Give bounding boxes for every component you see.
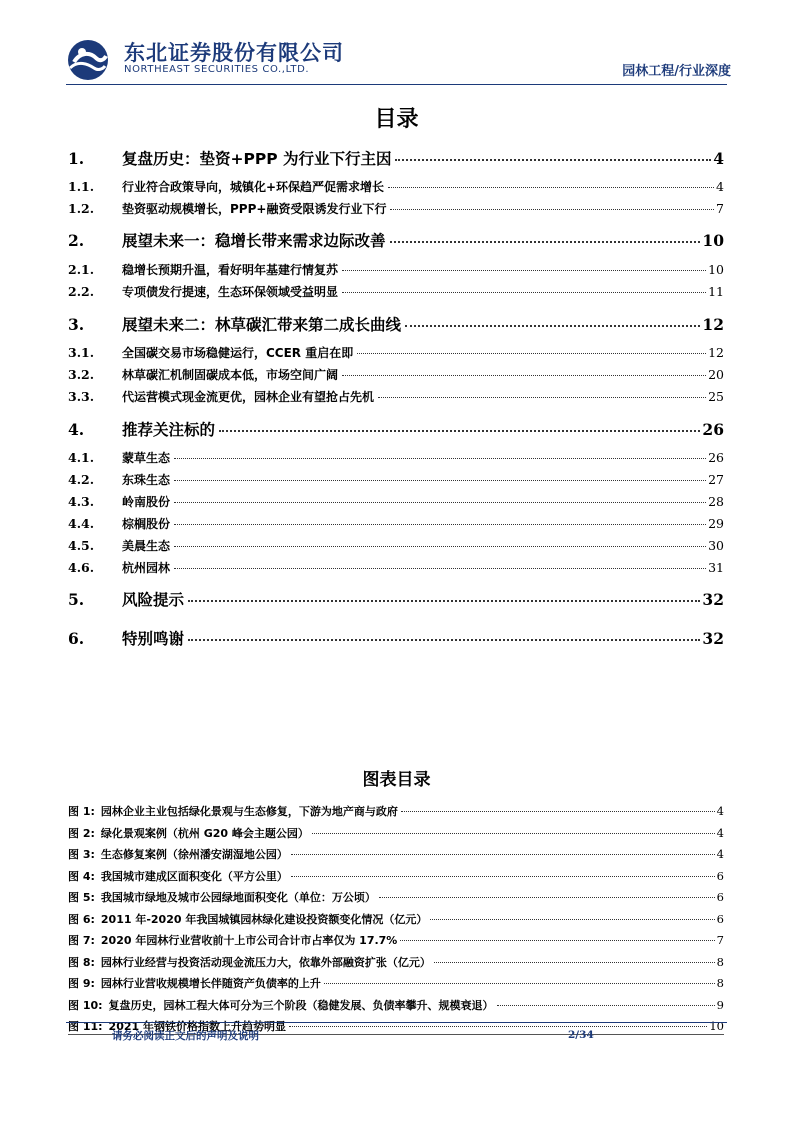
toc-leader-dots — [174, 480, 706, 481]
toc-entry-page: 25 — [708, 389, 724, 404]
toc-entry-title: 展望未来二：林草碳汇带来第二成长曲线 — [122, 316, 402, 334]
toc-entry[interactable] — [68, 344, 724, 361]
figure-entry-page: 8 — [716, 976, 724, 990]
footer-disclaimer: 请务必阅读正文后的声明及说明 — [112, 1030, 259, 1042]
toc-entry-title: 稳增长预期升温，看好明年基建行情复苏 — [122, 263, 339, 277]
toc-entry-page: 31 — [708, 560, 724, 575]
figure-leader-dots — [430, 919, 714, 920]
toc-entry-title: 蒙草生态 — [122, 451, 171, 465]
page-header — [0, 0, 793, 88]
figure-leader-dots — [324, 983, 715, 984]
figure-entry-page: 9 — [716, 997, 724, 1012]
figure-leader-dots — [401, 811, 715, 812]
figure-entry-title: 我国城市建成区面积变化（平方公里） — [100, 869, 288, 883]
figure-entry[interactable] — [68, 975, 724, 991]
figure-entry-page: 6 — [716, 911, 724, 926]
figure-entry-number: 图 3: — [68, 848, 95, 861]
toc-entry-title: 复盘历史：垫资+PPP 为行业下行主因 — [122, 150, 392, 168]
figure-entry-page: 6 — [716, 890, 724, 904]
toc-entry-number: 2. — [68, 231, 85, 250]
header-divider — [66, 84, 727, 85]
toc-entry[interactable] — [68, 147, 724, 169]
figure-leader-dots — [291, 876, 715, 877]
figure-entry-title: 绿化景观案例（杭州 G20 峰会主题公园） — [100, 826, 309, 840]
figure-entry-title: 2011 年-2020 年我国城镇园林绿化建设投资额变化情况（亿元） — [100, 912, 428, 926]
figure-leader-dots — [400, 940, 714, 941]
figure-entry-title: 园林企业主业包括绿化景观与生态修复，下游为地产商与政府 — [100, 805, 398, 818]
toc-entry[interactable] — [68, 515, 724, 532]
figure-entry-page: 4 — [716, 825, 724, 840]
toc-entry-title: 美晨生态 — [122, 539, 171, 553]
toc-entry-number: 6. — [68, 629, 85, 648]
toc-entry-page: 12 — [702, 315, 724, 334]
toc-leader-dots — [342, 375, 706, 376]
figure-leader-dots — [434, 962, 715, 963]
toc-entry-page: 30 — [708, 538, 724, 553]
toc-entry-page: 10 — [702, 231, 724, 250]
toc-entry-number: 1. — [68, 149, 85, 168]
figure-entry-page: 7 — [716, 933, 724, 947]
figure-entry-number: 图 4: — [68, 869, 95, 883]
toc-leader-dots — [174, 524, 706, 525]
toc-entry-page: 28 — [708, 494, 724, 509]
figure-entry[interactable] — [68, 846, 724, 862]
toc-entry-title: 风险提示 — [122, 591, 185, 609]
toc-entry-page: 20 — [708, 367, 724, 382]
toc-entry-title: 专项债发行提速，生态环保领域受益明显 — [122, 285, 339, 299]
figure-entry-number: 图 11: — [68, 1020, 103, 1033]
company-name-cn: 东北证券股份有限公司 — [124, 41, 344, 65]
figure-entry[interactable] — [68, 868, 724, 884]
toc-entry[interactable] — [68, 261, 724, 278]
toc-entry-number: 1.1. — [68, 179, 95, 194]
toc-entry-page: 32 — [702, 629, 724, 648]
toc-entry-number: 3.3. — [68, 389, 95, 404]
toc-entry[interactable] — [68, 229, 724, 251]
toc-entry[interactable] — [68, 366, 724, 383]
toc-entry-title: 林草碳汇机制固碳成本低，市场空间广阔 — [122, 368, 339, 382]
toc-entry-number: 4.6. — [68, 560, 95, 575]
toc-entry-page: 12 — [708, 345, 724, 360]
toc-leader-dots — [174, 502, 706, 503]
toc-entry-number: 3.1. — [68, 345, 95, 360]
toc-entry-title: 行业符合政策导向，城镇化+环保趋严促需求增长 — [122, 180, 385, 194]
figure-entry[interactable] — [68, 954, 724, 970]
toc-entry-number: 4.4. — [68, 516, 95, 531]
toc-entry-title: 推荐关注标的 — [122, 421, 216, 439]
toc-entry-page: 26 — [702, 420, 724, 439]
company-logo-icon — [66, 38, 110, 82]
figure-entry-title: 2020 年园林行业营收前十上市公司合计市占率仅为 17.7% — [100, 934, 398, 947]
figure-entry-page: 4 — [716, 804, 724, 818]
toc-leader-dots — [395, 159, 711, 161]
toc-entry-title: 全国碳交易市场稳健运行，CCER 重启在即 — [122, 346, 354, 360]
toc-leader-dots — [174, 458, 706, 459]
toc-entry-page: 4 — [713, 149, 724, 168]
figure-leader-dots — [497, 1005, 715, 1006]
figure-entry-title: 园林行业营收规模增长伴随资产负债率的上升 — [100, 977, 321, 990]
toc-entry-number: 4.1. — [68, 450, 95, 465]
toc-entry[interactable] — [68, 178, 724, 195]
toc-entry-number: 1.2. — [68, 201, 95, 216]
figure-entry-page: 8 — [716, 954, 724, 969]
toc-leader-dots — [405, 325, 700, 327]
figure-entry-page: 6 — [716, 868, 724, 883]
toc-entry-title: 东珠生态 — [122, 473, 171, 487]
toc-leader-dots — [342, 270, 706, 271]
company-name-en: NORTHEAST SECURITIES CO.,LTD. — [124, 64, 310, 75]
toc-leader-dots — [378, 397, 706, 398]
toc-entry-title: 岭南股份 — [122, 495, 171, 509]
figure-leader-dots — [312, 833, 715, 834]
toc-entry-title: 展望未来一：稳增长带来需求边际改善 — [122, 232, 386, 250]
figure-entry-number: 图 9: — [68, 977, 95, 990]
toc-entry-title: 垫资驱动规模增长，PPP+融资受限诱发行业下行 — [122, 202, 387, 216]
toc-entry-number: 4.3. — [68, 494, 95, 509]
toc-entry[interactable] — [68, 313, 724, 335]
toc-entry-page: 10 — [708, 262, 724, 277]
toc-entry-number: 5. — [68, 590, 85, 609]
toc-leader-dots — [174, 546, 706, 547]
figure-entry[interactable] — [68, 932, 724, 948]
toc-entry-page: 11 — [708, 284, 724, 299]
figure-list-title: 图表目录 — [362, 770, 431, 790]
figure-leader-dots — [289, 1026, 707, 1027]
figure-entry[interactable] — [68, 889, 724, 905]
toc-title: 目录 — [374, 107, 419, 132]
page-number: 2/34 — [568, 1029, 594, 1041]
toc-entry-title: 特别鸣谢 — [122, 630, 185, 648]
toc-entry[interactable] — [68, 588, 724, 610]
figure-entry-title: 园林行业经营与投资活动现金流压力大，依靠外部融资扩张（亿元） — [100, 955, 431, 969]
toc-entry-number: 2.2. — [68, 284, 95, 299]
figure-entry-number: 图 6: — [68, 912, 95, 926]
figure-entry-number: 图 2: — [68, 826, 95, 840]
toc-entry[interactable] — [68, 627, 724, 649]
figure-leader-dots — [291, 854, 715, 855]
toc-leader-dots — [342, 292, 706, 293]
report-category: 园林工程/行业深度 — [622, 64, 731, 79]
figure-entry-number: 图 1: — [68, 805, 95, 818]
toc-entry-page: 32 — [702, 590, 724, 609]
figure-entry[interactable] — [68, 911, 724, 927]
toc-entry[interactable] — [68, 200, 724, 217]
toc-entry-number: 4.2. — [68, 472, 95, 487]
toc-entry[interactable] — [68, 283, 724, 300]
figure-entry-title: 我国城市绿地及城市公园绿地面积变化（单位：万公顷） — [100, 891, 376, 904]
toc-entry-number: 4. — [68, 420, 85, 439]
toc-entry-page: 29 — [708, 516, 724, 531]
toc-leader-dots — [219, 430, 700, 432]
toc-entry[interactable] — [68, 537, 724, 554]
figure-entry[interactable] — [68, 803, 724, 819]
toc-leader-dots — [188, 639, 700, 641]
figure-entry[interactable] — [68, 997, 724, 1013]
toc-entry-page: 7 — [716, 201, 724, 216]
toc-entry[interactable] — [68, 493, 724, 510]
toc-entry-number: 4.5. — [68, 538, 95, 553]
figure-entry-title: 2021 年钢铁价格指数上升趋势明显 — [108, 1020, 286, 1033]
toc-entry-page: 4 — [716, 179, 724, 194]
footer-divider — [66, 1022, 727, 1023]
toc-entry[interactable] — [68, 559, 724, 576]
toc-leader-dots — [174, 568, 706, 569]
figure-entry[interactable] — [68, 825, 724, 841]
toc-entry-number: 2.1. — [68, 262, 95, 277]
toc-entry[interactable] — [68, 388, 724, 405]
figure-entry-title: 复盘历史，园林工程大体可分为三个阶段（稳健发展、负债率攀升、规模衰退） — [108, 998, 494, 1012]
figure-entry-number: 图 10: — [68, 998, 103, 1012]
toc-leader-dots — [188, 600, 700, 602]
toc-leader-dots — [390, 209, 714, 210]
figure-entry-number: 图 5: — [68, 891, 95, 904]
toc-leader-dots — [388, 187, 714, 188]
toc-entry-title: 杭州园林 — [122, 561, 171, 575]
toc-entry[interactable] — [68, 418, 724, 440]
figure-leader-dots — [379, 897, 715, 898]
figure-entry-page: 4 — [716, 847, 724, 861]
toc-entry-title: 代运营模式现金流更优，园林企业有望抢占先机 — [122, 390, 375, 404]
toc-entry-page: 26 — [708, 450, 724, 465]
toc-leader-dots — [357, 353, 706, 354]
figure-entry-page: 10 — [709, 1019, 724, 1033]
toc-entry[interactable] — [68, 471, 724, 488]
toc-leader-dots — [390, 241, 701, 243]
toc-entry-number: 3.2. — [68, 367, 95, 382]
figure-entry-number: 图 7: — [68, 934, 95, 947]
toc-entry-number: 3. — [68, 315, 85, 334]
figure-entry-title: 生态修复案例（徐州潘安湖湿地公园） — [100, 848, 288, 861]
figure-entry-number: 图 8: — [68, 955, 95, 969]
toc-entry-page: 27 — [708, 472, 724, 487]
toc-entry-title: 棕榈股份 — [122, 517, 171, 531]
toc-entry[interactable] — [68, 449, 724, 466]
